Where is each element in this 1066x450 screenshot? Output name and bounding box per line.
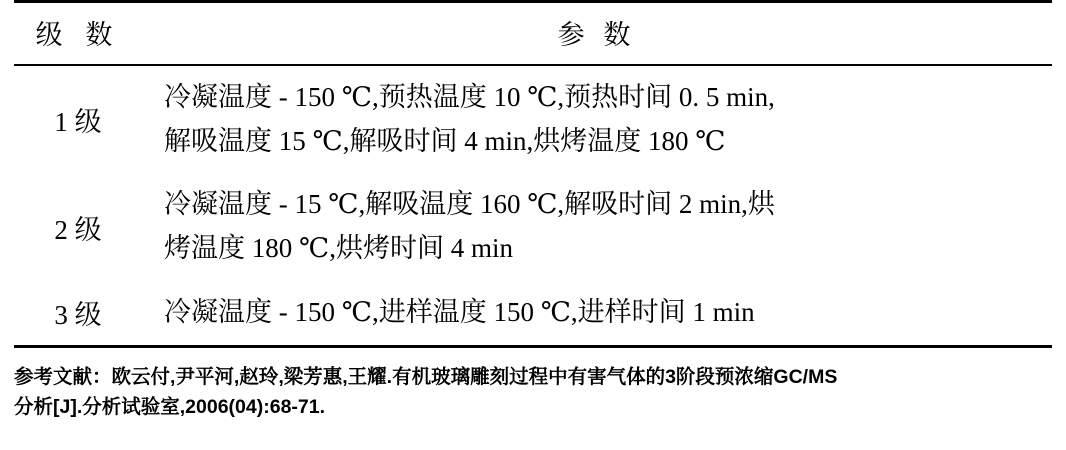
reference-line-1: 参考文献：欧云付,尹平河,赵玲,梁芳惠,王耀.有机玻璃雕刻过程中有害气体的3阶段预浓缩GC/MS — [14, 365, 838, 388]
table-row — [14, 173, 1052, 280]
column-header-level: 级 数 — [14, 2, 142, 66]
cell-param-2 — [142, 173, 1052, 280]
table-header-row — [14, 2, 1052, 66]
table-row — [14, 281, 1052, 346]
reference-line-2: 分析[J].分析试验室,2006(04):68-71. — [14, 395, 326, 418]
param-line: 冷凝温度 - 150 ℃,进样温度 150 ℃,进样时间 1 min — [164, 296, 755, 327]
parameters-table — [14, 0, 1052, 348]
table-row — [14, 65, 1052, 173]
cell-param-3 — [142, 281, 1052, 346]
cell-level-1: 1 级 — [54, 107, 102, 138]
param-line: 解吸温度 15 ℃,解吸时间 4 min,烘烤温度 180 ℃ — [164, 125, 726, 156]
param-line: 冷凝温度 - 150 ℃,预热温度 10 ℃,预热时间 0. 5 min, — [164, 82, 775, 112]
cell-level-2: 2 级 — [54, 214, 102, 245]
param-line: 冷凝温度 - 15 ℃,解吸温度 160 ℃,解吸时间 2 min,烘 — [164, 189, 775, 220]
column-header-param: 参 数 — [142, 2, 1052, 66]
reference-note — [14, 362, 1052, 422]
cell-level-3: 3 级 — [14, 281, 142, 346]
cell-param-1 — [142, 65, 1052, 173]
param-line: 烤温度 180 ℃,烘烤时间 4 min — [164, 233, 513, 264]
